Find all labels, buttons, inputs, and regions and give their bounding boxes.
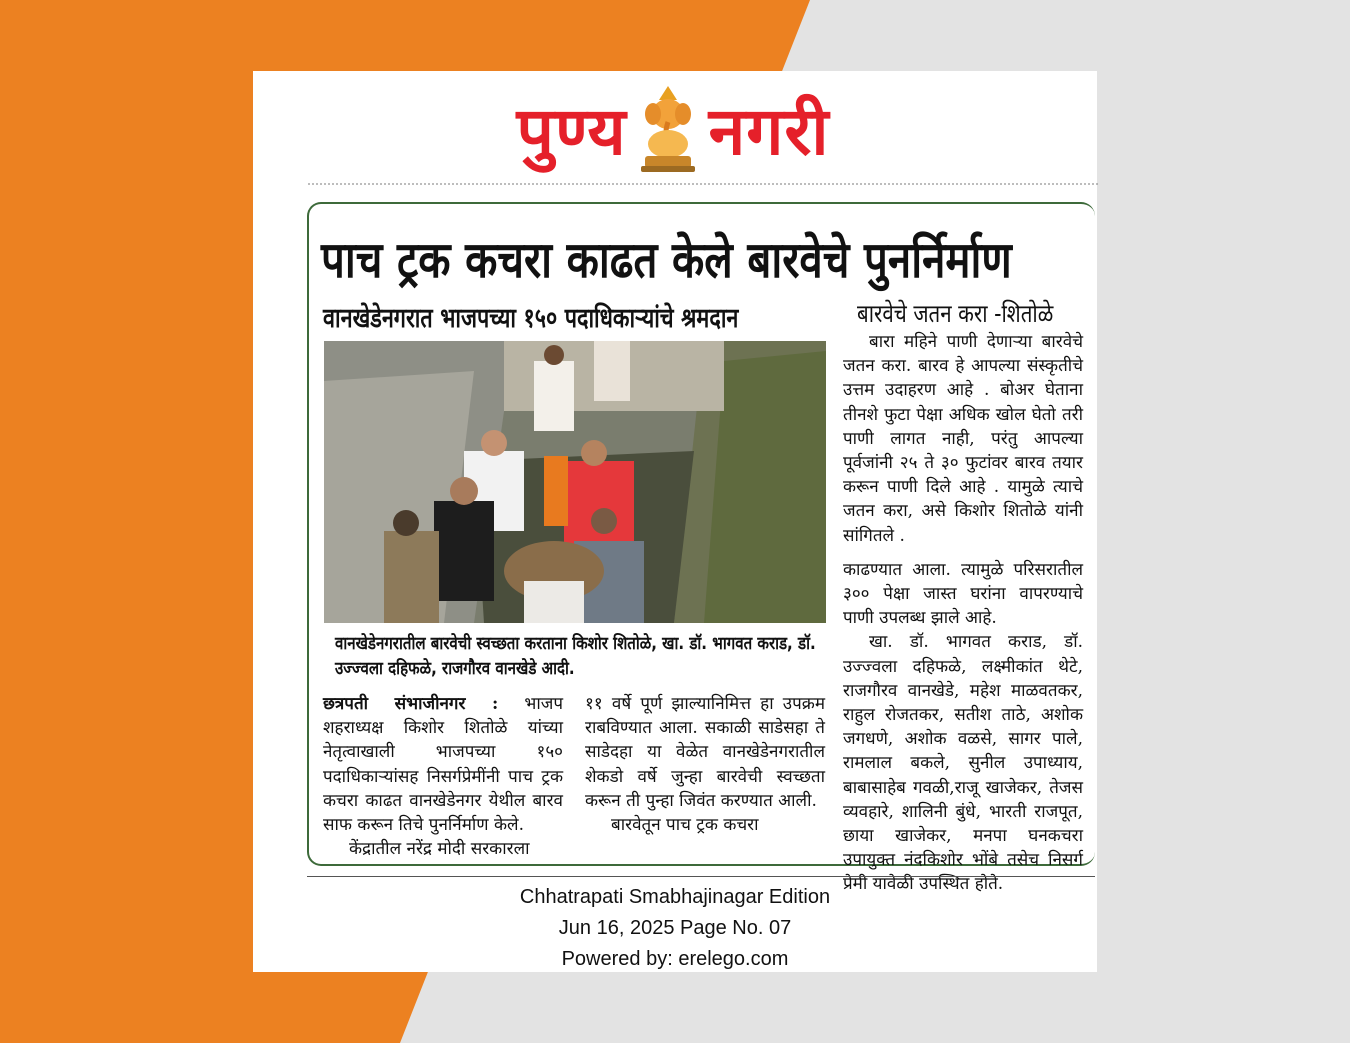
side-box-text: बारा महिने पाणी देणाऱ्या बारवेचे जतन करा. बारव हे आपल्या संस्कृतीचे उत्तम उदाहरण आहे . बोअर घेताना तीनशे फुटा पेक्षा अधिक खोल घेतो तरी पाणी लागत नाही, परंतु आपल्या पूर्वजांनी २५ ते ३० फुटांवर बारव तयार करून पाणी दिले आहे . यामुळे त्याचे जतन करा, असे किशोर शितोळे यांनी सांगितले . — [843, 332, 1083, 546]
column-1-text-2: केंद्रातील नरेंद्र मोदी सरकारला — [349, 839, 530, 860]
masthead-rule — [308, 175, 1098, 185]
column-3-text-2: खा. डॉ. भागवत कराड, डॉ. उज्ज्वला दहिफळे, लक्ष्मीकांत थेटे, राजगौरव वानखेडे, महेश माळवतकर, राहुल रोजतकर, सतीश ताठे, अशोक जगधणे, अशोक वळसे, सागर पाले, रामलाल बकले, सुनील उपाध्याय, बाबासाहेब गवळी,राजू खाजेकर, तेजस व्यवहारे, शालिनी बुंधे, भारती राजपूत, छाया खाजेकर, मनपा घनकचरा उपायुक्त नंदकिशोर भोंबे तसेच निसर्ग प्रेमी यावेळी उपस्थित होते. — [843, 632, 1083, 895]
side-heading: बारवेचे जतन करा -शितोळे — [857, 299, 1054, 328]
ganesh-icon — [637, 84, 699, 174]
column-2-text: ११ वर्षे पूर्ण झाल्यानिमित्त हा उपक्रम राबविण्यात आला. सकाळी साडेसहा ते साडेदहा या वेळेत वानखेडेनगरातील शेकडो वर्षे जुन्हा बारवेची स्वच्छता करून ती पुन्हा जिवंत करण्यात आली. — [585, 694, 825, 811]
newspaper-masthead — [453, 79, 893, 179]
article-subheadline: वानखेडेनगरात भाजपच्या १५० पदाधिकाऱ्यांचे श्रमदान — [323, 303, 739, 334]
column-3-text: काढण्यात आला. त्यामुळे परिसरातील ३०० पेक्षा जास्त घरांना वापरण्याचे पाणी उपलब्ध झाले आहे. — [843, 559, 1083, 629]
edition-date-page: Jun 16, 2025 Page No. 07 — [558, 917, 792, 939]
edition-footer — [253, 882, 1097, 975]
article-dateline: छत्रपती संभाजीनगर : — [323, 694, 499, 714]
article-column-3 — [843, 330, 1083, 897]
footer-rule — [307, 876, 1095, 880]
article-headline: पाच ट्रक कचरा काढत केले बारवेचे पुनर्निर्माण — [321, 231, 1012, 289]
article-box — [307, 202, 1095, 895]
article-column-2 — [585, 692, 825, 837]
newspaper-clipping — [253, 71, 1097, 972]
article-column-1 — [323, 692, 563, 861]
masthead-word-left: पुण्य — [516, 93, 627, 170]
edition-name: Chhatrapati Smabhajinagar Edition — [519, 886, 831, 908]
powered-by: Powered by: erelego.com — [561, 948, 789, 970]
column-1-text: भाजप शहराध्यक्ष किशोर शितोळे यांच्या नेतृत्वाखाली भाजपच्या १५० पदाधिकाऱ्यांसह निसर्गप्रेमींनी पाच ट्रक कचरा काढत वानखेडेनगर येथील बारव साफ करून तिचे पुनर्निर्माण केले. — [323, 694, 564, 836]
column-2-text-2: बारवेतून पाच ट्रक कचरा — [611, 815, 759, 836]
article-photo — [324, 341, 826, 623]
masthead-word-right: नगरी — [708, 93, 830, 170]
photo-illustration — [324, 341, 826, 623]
photo-caption: वानखेडेनगरातील बारवेची स्वच्छता करताना किशोर शितोळे, खा. डॉ. भागवत कराड, डॉ. उज्ज्वला दहिफळे, राजगौरव वानखेडे आदी. — [335, 634, 816, 679]
